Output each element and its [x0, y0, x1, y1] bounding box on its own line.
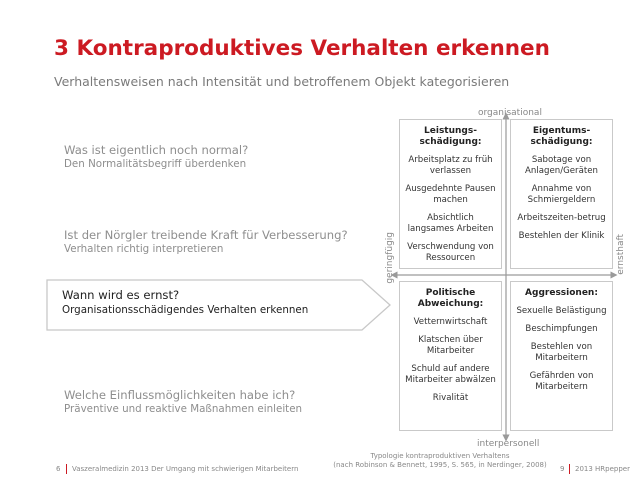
cell-item: Vetternwirtschaft [413, 317, 488, 327]
source-caption [330, 452, 550, 470]
question-text: Welche Einflussmöglichkeiten habe ich? [64, 388, 296, 402]
question-subtext: Verhalten richtig interpretieren [64, 243, 224, 255]
cell-item: Absichtlich langsames Arbeiten [407, 213, 494, 234]
question-item-2 [64, 228, 348, 256]
cell-item: Sabotage von Anlagen/Geräten [525, 155, 598, 176]
axis-label-right: ernsthaft [616, 234, 626, 275]
cell-item: Arbeitsplatz zu früh verlassen [408, 155, 493, 176]
cell-title: Aggressionen: [525, 288, 598, 298]
source-line-2: (nach Robinson & Bennett, 1995, S. 565, in Nerdinger, 2008) [333, 461, 547, 469]
matrix-cell-aggression [510, 281, 613, 431]
cell-item: Klatschen über Mitarbeiter [418, 335, 483, 356]
question-text: Was ist eigentlich noch normal? [64, 143, 249, 157]
cell-item: Sexuelle Belästigung [516, 306, 607, 316]
question-subtext: Präventive und reaktive Maßnahmen einleiten [64, 403, 303, 415]
page-title: 3 Kontraproduktives Verhalten erkennen [54, 36, 550, 61]
question-item-3-active [62, 288, 308, 318]
cell-item: Bestehlen der Klinik [518, 231, 605, 241]
footer-event: Vaszeralmedizin 2013 Der Umgang mit schwierigen Mitarbeitern [72, 465, 299, 473]
footer-slide-number: 9 [560, 465, 565, 473]
axis-label-bottom: interpersonell [477, 439, 540, 449]
cell-item: Ausgedehnte Pausen machen [405, 184, 496, 205]
cell-item: Arbeitszeiten-betrug [517, 213, 606, 223]
source-line-1: Typologie kontraproduktiven Verhaltens [370, 452, 510, 460]
cell-title: Eigentums- schädigung: [530, 126, 593, 147]
question-text: Ist der Nörgler treibende Kraft für Verbesserung? [64, 228, 348, 242]
cell-item: Gefährden von Mitarbeitern [529, 371, 594, 392]
cell-item: Beschimpfungen [525, 324, 598, 334]
footer-page-number: 6 [56, 465, 61, 473]
matrix-cell-political-deviance [399, 281, 502, 431]
question-item-4 [64, 388, 302, 416]
axis-label-left: geringfügig [385, 232, 395, 284]
cell-item: Schuld auf andere Mitarbeiter abwälzen [405, 364, 496, 385]
question-text: Wann wird es ernst? [62, 288, 180, 302]
matrix-cell-production-deviance [399, 119, 502, 269]
footer-divider [569, 464, 570, 474]
axis-label-top: organisational [478, 108, 542, 118]
cell-item: Verschwendung von Ressourcen [407, 242, 494, 263]
cell-item: Bestehlen von Mitarbeitern [530, 342, 593, 363]
question-item-1 [64, 143, 248, 171]
question-subtext: Den Normalitätsbegriff überdenken [64, 158, 247, 170]
page-subtitle: Verhaltensweisen nach Intensität und betroffenem Objekt kategorisieren [54, 74, 510, 89]
cell-item: Annahme von Schmiergeldern [527, 184, 596, 205]
footer-copyright: 2013 HRpepper [575, 465, 630, 473]
cell-title: Politische Abweichung: [417, 288, 484, 309]
cell-item: Rivalität [432, 393, 469, 403]
cell-title: Leistungs- schädigung: [419, 126, 482, 147]
question-subtext: Organisationsschädigendes Verhalten erkennen [62, 304, 309, 316]
matrix-cell-property-deviance [510, 119, 613, 269]
footer-divider [66, 464, 67, 474]
